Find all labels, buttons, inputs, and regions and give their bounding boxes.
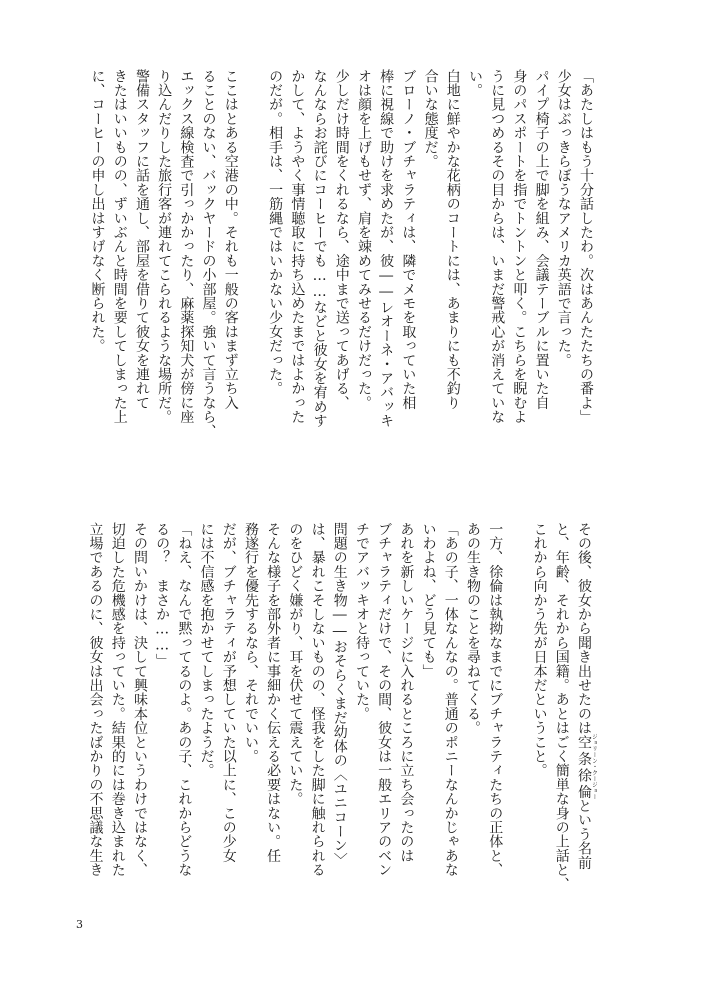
line-t8: 合いな態度だ。 — [422, 69, 439, 169]
text-block-top — [67, 69, 597, 464]
line-b14: のをひどく嫌がり、耳を伏せて震えていた。 — [287, 522, 304, 806]
line-b4 — [506, 522, 528, 917]
line-b20: るの？ まさか……」 — [154, 522, 171, 668]
line-b17: だが、ブチャラティが予想していた以上に、この少女 — [220, 522, 237, 863]
line-b2: と、年齢、それから国籍。あとはごく簡単な身の上話と、 — [553, 522, 570, 892]
line-b22: 切迫した危機感を持っていた。結果的には巻き込まれた — [109, 522, 126, 877]
line-b10: ブチャラティだけで、その間、彼女は一般エリアのベン — [376, 522, 393, 877]
line-t4: 身のパスポートを指でトントンと叩く。こちらを睨むよ — [511, 69, 528, 424]
line-b19: 「ねえ、なんで黙ってるのよ。あの子、これからどうな — [176, 522, 193, 877]
line-t9: ブローノ・ブチャラティは、隣でメモを取っていた相 — [400, 69, 417, 410]
line-t17: ここはとある空港の中。それも一般の客はまず立ち入 — [222, 69, 239, 410]
line-b5: 一方、徐倫は執拗なまでにブチャラティたちの正体と、 — [487, 522, 504, 877]
line-t16 — [242, 69, 264, 464]
line-b7: 「あの子、一体なんなの。普通のポニーなんかじゃあな — [442, 522, 459, 877]
line-t2: 少女はぶっきらぼうなアメリカ英語で言った。 — [555, 69, 572, 368]
line-t18: ることのない、バックヤードの小部屋。強いて言うなら、 — [200, 69, 217, 439]
line-b9: あれを新しいケージに入れるところに立ち会ったのは — [398, 522, 415, 863]
line-t3: パイプ椅子の上で脚を組み、会議テーブルに置いた自 — [533, 69, 550, 410]
line-b3: これから向かう先が日本だということ。 — [531, 522, 548, 778]
line-t20: り込んだりした旅行客が連れてこられるような場所だ。 — [156, 69, 173, 424]
ruby-reading: ジョリーン・クージョー — [590, 733, 597, 800]
line-t14: かして、ようやく事情聴取に持ち込めたまではよかった — [289, 69, 306, 424]
line-t23: に、コーヒーの申し出はすげなく断られた。 — [89, 69, 106, 353]
page-number: 3 — [76, 918, 83, 931]
line-t22: きたはいいものの、ずいぶんと時間を要してしまった上 — [111, 69, 128, 424]
line-b1 — [573, 522, 597, 917]
line-b13: は、暴れこそしないものの、怪我をした脚に触れられる — [309, 522, 326, 877]
ruby-base: 空条徐倫 — [576, 733, 592, 800]
line-b12: 問題の生き物――おそらくまだ幼体の〈ユニコーン〉 — [331, 522, 348, 867]
line-t15: のだが。相手は、一筋縄ではいかない少女だった。 — [267, 69, 284, 396]
line-t6: い。 — [466, 69, 483, 98]
line-b18: には不信感を抱かせてしまったようだ。 — [198, 522, 215, 778]
line-b6: あの生き物のことを尋ねてくる。 — [464, 522, 481, 735]
line-b8: いわよね、どう見ても」 — [420, 522, 437, 679]
line-b11: チでアバッキオと待っていた。 — [353, 522, 370, 721]
text-block-bottom — [67, 522, 597, 917]
line-t5: うに見つめるその目からは、いまだ警戒心が消えていな — [489, 69, 506, 424]
line-t13: なんならお詫びにコーヒーでも……などと彼女を宥めす — [311, 69, 328, 428]
line-t12: 少しだけ時間をくれるなら、途中まで送ってあげる、 — [333, 69, 350, 410]
line-b16: 務遂行を優先するなら、それでいい。 — [242, 522, 259, 764]
line-t1: 「あたしはもう十分話したわ。次はあんたたちの番よ」 — [578, 69, 594, 424]
line-t7: 白地に鮮やかな花柄のコートには、あまりにも不釣り — [444, 69, 461, 410]
line-t11: オは顔を上げもせず、肩を竦めてみせるだけだった。 — [355, 69, 372, 410]
line-b1-before: その後、彼女から聞き出せたのは — [576, 522, 592, 735]
name-ruby — [576, 733, 597, 800]
line-t19: エックス線検査で引っかかったり、麻薬探知犬が傍に座 — [178, 69, 195, 424]
line-t10: 棒に視線で助けを求めたが、彼――レオーネ・アバッキ — [378, 69, 395, 428]
line-b21: その問いかけは、決して興味本位というわけではなく、 — [131, 522, 148, 877]
line-t21: 警備スタッフに話を通し、部屋を借りて彼女を連れて — [133, 69, 150, 410]
line-b23: 立場であるのに、彼女は出会ったばかりの不思議な生き — [87, 522, 104, 877]
line-b1-after: という名前 — [576, 798, 592, 870]
line-b15: そんな様子を部外者に事細かく伝える必要はない。任 — [265, 522, 282, 863]
